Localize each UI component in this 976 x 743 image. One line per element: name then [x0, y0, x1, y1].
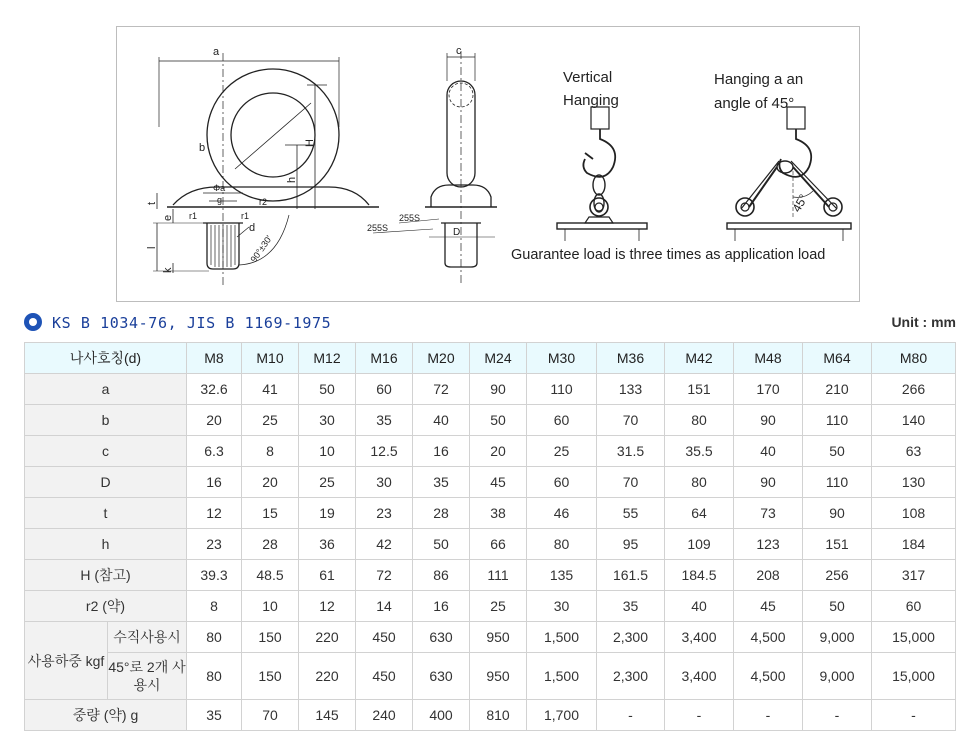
- table-cell: 60: [527, 467, 597, 498]
- table-cell: 256: [803, 560, 872, 591]
- header-size: M48: [734, 343, 803, 374]
- row-label: t: [25, 498, 187, 529]
- table-cell: 20: [187, 405, 242, 436]
- table-cell: 90: [734, 405, 803, 436]
- load-row-label: 45°로 2개 사용시: [108, 653, 187, 700]
- header-size: M36: [597, 343, 665, 374]
- table-cell: 40: [734, 436, 803, 467]
- table-cell: 8: [242, 436, 299, 467]
- table-cell: 109: [665, 529, 734, 560]
- table-cell: 80: [665, 405, 734, 436]
- table-cell: 8: [187, 591, 242, 622]
- table-cell: 70: [597, 467, 665, 498]
- table-cell: 39.3: [187, 560, 242, 591]
- table-row: [25, 467, 956, 498]
- table-cell: 61: [299, 560, 356, 591]
- table-cell: 90: [734, 467, 803, 498]
- table-cell: 151: [803, 529, 872, 560]
- load-group-label: 사용하중 kgf: [25, 622, 108, 700]
- table-cell: 266: [872, 374, 956, 405]
- table-row: [25, 436, 956, 467]
- table-cell: 40: [665, 591, 734, 622]
- table-cell: 400: [413, 700, 470, 731]
- dim-angle: 90°±30': [248, 233, 275, 265]
- table-cell: 4,500: [734, 653, 803, 700]
- table-cell: 73: [734, 498, 803, 529]
- table-row: [25, 498, 956, 529]
- table-cell: 45: [734, 591, 803, 622]
- table-cell: 80: [665, 467, 734, 498]
- table-cell: 48.5: [242, 560, 299, 591]
- angle-hanging-title-2: angle of 45°: [714, 95, 795, 112]
- table-cell: 630: [413, 622, 470, 653]
- load-row-label: 수직사용시: [108, 622, 187, 653]
- table-cell: 72: [356, 560, 413, 591]
- dim-g: g: [217, 195, 223, 205]
- table-cell: 90: [803, 498, 872, 529]
- table-cell: 35: [356, 405, 413, 436]
- header-row: [25, 343, 956, 374]
- dim-a: a: [213, 46, 220, 58]
- standard-heading: [24, 312, 956, 334]
- table-cell: 110: [527, 374, 597, 405]
- angle-hanging-title-1: Hanging a an: [714, 71, 804, 88]
- table-row: [25, 560, 956, 591]
- table-cell: 6.3: [187, 436, 242, 467]
- technical-drawing: [117, 27, 861, 303]
- table-cell: 184.5: [665, 560, 734, 591]
- table-cell: 208: [734, 560, 803, 591]
- unit-label: Unit : mm: [891, 314, 956, 330]
- dim-phi-a: Φa: [213, 183, 226, 193]
- header-size: M30: [527, 343, 597, 374]
- table-cell: 20: [242, 467, 299, 498]
- table-cell: 145: [299, 700, 356, 731]
- dim-h: h: [286, 176, 298, 183]
- header-size: M10: [242, 343, 299, 374]
- table-cell: 35.5: [665, 436, 734, 467]
- table-cell: 240: [356, 700, 413, 731]
- table-cell: 19: [299, 498, 356, 529]
- table-cell: 150: [242, 622, 299, 653]
- table-cell: 15,000: [872, 653, 956, 700]
- table-cell: 12: [187, 498, 242, 529]
- table-cell: 170: [734, 374, 803, 405]
- table-cell: 50: [299, 374, 356, 405]
- table-row: [25, 405, 956, 436]
- surface-255s-lower: 255S: [367, 223, 389, 233]
- row-label: b: [25, 405, 187, 436]
- table-cell: 1,500: [527, 622, 597, 653]
- table-cell: 95: [597, 529, 665, 560]
- standard-text: KS B 1034-76, JIS B 1169-1975: [52, 314, 332, 332]
- table-cell: 60: [527, 405, 597, 436]
- table-cell: 108: [872, 498, 956, 529]
- table-cell: 35: [413, 467, 470, 498]
- angle-45-mark: 45°: [789, 191, 811, 215]
- table-cell: 9,000: [803, 622, 872, 653]
- table-cell: 36: [299, 529, 356, 560]
- table-cell: 64: [665, 498, 734, 529]
- dim-r1-right: r1: [241, 211, 250, 221]
- table-row: [25, 622, 956, 653]
- table-cell: 450: [356, 622, 413, 653]
- table-cell: 12.5: [356, 436, 413, 467]
- table-cell: 25: [527, 436, 597, 467]
- table-row: [25, 700, 956, 731]
- table-cell: 35: [597, 591, 665, 622]
- table-cell: 111: [470, 560, 527, 591]
- table-cell: 50: [803, 436, 872, 467]
- row-label: h: [25, 529, 187, 560]
- table-cell: 150: [242, 653, 299, 700]
- header-size: M20: [413, 343, 470, 374]
- table-cell: 630: [413, 653, 470, 700]
- surface-255s-upper: 255S: [399, 213, 421, 223]
- table-cell: 16: [413, 436, 470, 467]
- table-cell: 810: [470, 700, 527, 731]
- table-cell: 2,300: [597, 622, 665, 653]
- table-cell: 60: [356, 374, 413, 405]
- table-cell: 70: [597, 405, 665, 436]
- table-cell: 15: [242, 498, 299, 529]
- table-cell: 9,000: [803, 653, 872, 700]
- row-label: a: [25, 374, 187, 405]
- table-cell: 161.5: [597, 560, 665, 591]
- table-cell: 46: [527, 498, 597, 529]
- dim-b: b: [199, 142, 206, 154]
- table-cell: 3,400: [665, 622, 734, 653]
- header-size: M16: [356, 343, 413, 374]
- table-cell: 184: [872, 529, 956, 560]
- eye-collar: [173, 187, 369, 205]
- table-cell: 55: [597, 498, 665, 529]
- table-cell: 4,500: [734, 622, 803, 653]
- table-cell: 23: [187, 529, 242, 560]
- table-cell: 950: [470, 653, 527, 700]
- dim-r2: r2: [259, 197, 268, 207]
- table-cell: 317: [872, 560, 956, 591]
- table-cell: 25: [242, 405, 299, 436]
- table-cell: 41: [242, 374, 299, 405]
- guarantee-note: Guarantee load is three times as application load: [511, 247, 826, 263]
- table-cell: 15,000: [872, 622, 956, 653]
- table-cell: 35: [187, 700, 242, 731]
- vertical-hanging-title-2: Hanging: [563, 92, 619, 109]
- table-cell: 28: [413, 498, 470, 529]
- table-cell: 70: [242, 700, 299, 731]
- spec-table: [24, 342, 956, 731]
- table-cell: 16: [413, 591, 470, 622]
- table-cell: -: [665, 700, 734, 731]
- table-cell: 80: [187, 622, 242, 653]
- row-label: c: [25, 436, 187, 467]
- bullet-icon: [24, 313, 42, 331]
- table-row: [25, 591, 956, 622]
- table-cell: 133: [597, 374, 665, 405]
- table-cell: 23: [356, 498, 413, 529]
- table-cell: 140: [872, 405, 956, 436]
- table-cell: -: [597, 700, 665, 731]
- table-cell: 42: [356, 529, 413, 560]
- table-row: [25, 653, 956, 700]
- table-cell: 110: [803, 405, 872, 436]
- table-cell: -: [872, 700, 956, 731]
- table-cell: 25: [299, 467, 356, 498]
- table-cell: 1,700: [527, 700, 597, 731]
- table-cell: 32.6: [187, 374, 242, 405]
- table-cell: 60: [872, 591, 956, 622]
- table-cell: 110: [803, 467, 872, 498]
- table-cell: -: [803, 700, 872, 731]
- table-cell: 220: [299, 653, 356, 700]
- table-cell: 50: [470, 405, 527, 436]
- dim-k: k: [162, 267, 174, 273]
- table-cell: 80: [187, 653, 242, 700]
- table-cell: 12: [299, 591, 356, 622]
- row-label: r2 (약): [25, 591, 187, 622]
- table-cell: 10: [242, 591, 299, 622]
- table-cell: 50: [413, 529, 470, 560]
- eye-ring-inner: [231, 93, 315, 177]
- table-cell: 90: [470, 374, 527, 405]
- table-cell: 25: [470, 591, 527, 622]
- row-label: D: [25, 467, 187, 498]
- dim-d: d: [249, 222, 256, 234]
- header-size: M42: [665, 343, 734, 374]
- table-cell: 40: [413, 405, 470, 436]
- table-cell: 80: [527, 529, 597, 560]
- dim-e: e: [162, 214, 174, 221]
- table-cell: 135: [527, 560, 597, 591]
- row-label: H (참고): [25, 560, 187, 591]
- eye-ring-outer: [207, 69, 339, 201]
- table-cell: 72: [413, 374, 470, 405]
- table-cell: 38: [470, 498, 527, 529]
- header-label: 나사호칭(d): [25, 343, 187, 374]
- table-cell: 130: [872, 467, 956, 498]
- table-cell: 20: [470, 436, 527, 467]
- header-size: M8: [187, 343, 242, 374]
- table-cell: 31.5: [597, 436, 665, 467]
- table-cell: 210: [803, 374, 872, 405]
- row-label: 중량 (약) g: [25, 700, 187, 731]
- header-size: M80: [872, 343, 956, 374]
- table-cell: 2,300: [597, 653, 665, 700]
- table-cell: 50: [803, 591, 872, 622]
- table-cell: 86: [413, 560, 470, 591]
- table-cell: 16: [187, 467, 242, 498]
- table-row: [25, 529, 956, 560]
- table-cell: 151: [665, 374, 734, 405]
- dim-l: l: [146, 246, 158, 249]
- dim-t: t: [146, 201, 158, 205]
- dim-r1-left: r1: [189, 211, 198, 221]
- table-cell: 66: [470, 529, 527, 560]
- dim-H: H: [304, 139, 316, 147]
- table-cell: 450: [356, 653, 413, 700]
- table-row: [25, 374, 956, 405]
- vertical-hanging-title-1: Vertical: [563, 69, 613, 86]
- table-cell: 123: [734, 529, 803, 560]
- dim-D: D: [453, 227, 461, 238]
- table-cell: 14: [356, 591, 413, 622]
- header-size: M24: [470, 343, 527, 374]
- table-cell: 63: [872, 436, 956, 467]
- table-cell: 10: [299, 436, 356, 467]
- table-cell: 45: [470, 467, 527, 498]
- table-cell: 30: [356, 467, 413, 498]
- table-cell: 30: [299, 405, 356, 436]
- table-cell: -: [734, 700, 803, 731]
- table-cell: 28: [242, 529, 299, 560]
- dim-c: c: [456, 45, 462, 57]
- table-cell: 30: [527, 591, 597, 622]
- eye-bolt-drawing: [116, 26, 860, 302]
- header-size: M12: [299, 343, 356, 374]
- table-cell: 1,500: [527, 653, 597, 700]
- table-cell: 950: [470, 622, 527, 653]
- table-cell: 220: [299, 622, 356, 653]
- table-cell: 3,400: [665, 653, 734, 700]
- header-size: M64: [803, 343, 872, 374]
